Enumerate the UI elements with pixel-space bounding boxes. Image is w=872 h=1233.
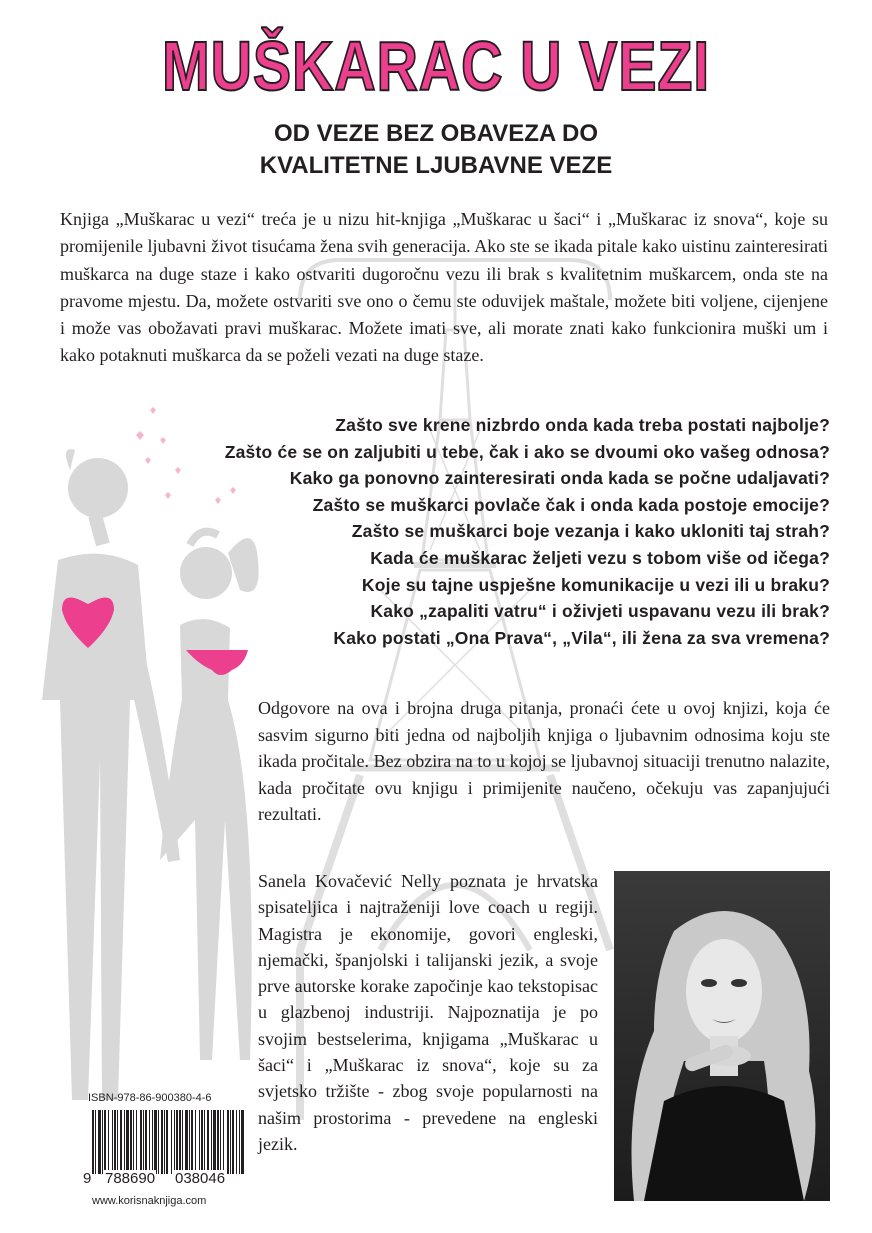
answer-paragraph: Odgovore na ova i brojna druga pitanja, pronaći ćete u ovoj knjizi, koja će sasvim sigurno biti jedna od najboljih knjiga o ljubavnim odnosima koju ste ikada pročitale. Bez obzira na to u kojoj se ljubavnoj situaciji trenutno nalazite, kada pročitate ovu knjigu i primijenite naučeno, očekuju vas zapanjujući rezultati. (258, 698, 830, 825)
barcode-bar (140, 1110, 142, 1174)
barcode-bar (236, 1110, 237, 1174)
question-item: Zašto se muškarci boje vezanja i kako ukloniti taj strah? (351, 521, 830, 542)
barcode-bar (199, 1110, 200, 1174)
barcode-bar (108, 1110, 109, 1174)
barcode-bar (195, 1110, 196, 1174)
question-list (130, 412, 830, 651)
barcode-bar (179, 1110, 181, 1174)
barcode-bar (241, 1110, 244, 1174)
barcode-bar (207, 1110, 209, 1174)
question-item: Zašto će se on zaljubiti u tebe, čak i ako se dvoumi oko vašeg odnosa? (224, 441, 830, 462)
book-title: MUŠKARAC U VEZI (161, 27, 711, 105)
isbn-label: ISBN-978-86-900380-4-6 (88, 1092, 212, 1104)
barcode-bar (98, 1110, 101, 1174)
barcode-bar (201, 1110, 203, 1174)
barcode-bar (102, 1110, 103, 1174)
barcode-bar (126, 1110, 129, 1174)
barcode-bar (95, 1110, 96, 1174)
barcode-bar (227, 1110, 229, 1174)
barcode-bar (104, 1110, 106, 1174)
barcode-bar (185, 1110, 188, 1174)
barcode-bar (120, 1110, 122, 1174)
barcode-bar (154, 1110, 157, 1174)
barcode-bar (182, 1110, 183, 1174)
question-item: Kako „zapaliti vatru“ i oživjeti uspavanu vezu ili brak? (370, 601, 830, 622)
barcode-bar (124, 1110, 125, 1174)
author-photo (614, 871, 830, 1201)
barcode-bar (191, 1110, 193, 1174)
barcode-bar (92, 1110, 94, 1174)
book-subtitle (0, 118, 872, 182)
barcode-digits (82, 1166, 250, 1190)
barcode-bar (174, 1110, 175, 1174)
barcode-digit-lead: 9 (83, 1170, 92, 1187)
barcode-bar (114, 1110, 116, 1174)
question-item: Kada će muškarac željeti vezu s tobom više od ičega? (370, 547, 830, 568)
question-item: Kako postati „Ona Prava“, „Vila“, ili žena za sva vremena? (333, 627, 830, 648)
barcode-bar (158, 1110, 159, 1174)
barcode-bar (133, 1110, 134, 1174)
barcode-bar (230, 1110, 231, 1174)
barcode-bar (232, 1110, 234, 1174)
barcode-bar (223, 1110, 224, 1174)
question-item: Zašto se muškarci povlače čak i onda kada postoje emocije? (312, 494, 830, 515)
publisher-website: www.korisnaknjiga.com (92, 1195, 207, 1207)
barcode-bar (149, 1110, 150, 1174)
barcode-bar (220, 1110, 221, 1174)
barcode-bar (204, 1110, 205, 1174)
barcode-bar (112, 1110, 113, 1174)
barcode-bar (136, 1110, 137, 1174)
question-item: Kako ga ponovno zainteresirati onda kada se počne udaljavati? (289, 468, 830, 489)
barcode-bar (143, 1110, 144, 1174)
barcode-digit-group-right: 038046 (175, 1170, 226, 1187)
barcode-bar (130, 1110, 132, 1174)
barcode-bar (189, 1110, 190, 1174)
question-item: Koje su tajne uspješne komunikacije u vezi ili u braku? (361, 574, 830, 595)
barcode-bar (171, 1110, 172, 1174)
barcode-bar (152, 1110, 153, 1174)
barcode-bar (211, 1110, 212, 1174)
subtitle-line: OD VEZE BEZ OBAVEZA DO (273, 120, 599, 147)
subtitle-line: KVALITETNE LJUBAVNE VEZE (259, 152, 613, 179)
barcode-bar (217, 1110, 219, 1174)
barcode-bar (213, 1110, 216, 1174)
barcode-digit-group-left: 788690 (105, 1170, 156, 1187)
barcode-bar (164, 1110, 165, 1174)
intro-paragraph: Knjiga „Muškarac u vezi“ treća je u nizu hit-knjiga „Muškarac u šaci“ i „Muškarac iz snova“, koje su promijenile ljubavni život tisućama žena svih generacija. Ako ste se ikada pitale kako uistinu zainteresirati muškarca na duge staze i kako ostvariti dugoročnu vezu ili brak s kvalitetnim muškarcem, onda ste na pravome mjestu. Da, možete ostvariti sve ono o čemu ste oduvijek maštale, možete biti voljene, cijenjene i može vas obožavati pravi muškarac. Možete imati sve, ali morate znati kako funkcionira muški um i kako potaknuti muškarca da se poželi vezati na duge staze. (60, 209, 828, 366)
barcode-bar (166, 1110, 168, 1174)
barcode-bar (117, 1110, 118, 1174)
barcode-bar (239, 1110, 240, 1174)
author-bio: Sanela Kovačević Nelly poznata je hrvatska spisateljica i najtraženiji love coach u regiji. Magistra je ekonomije, govori engleski, njemački, španjolski i talijanski jezik, a svoje prve autorske korake započinje kao tekstopisac u glazbenoj industriji. Najpoznatija je po svojim bestselerima, knjigama „Muškarac u šaci“ i „Muškarac iz snova“, koje su za svjetsko tržište - zbog svoje popularnosti na našim prostorima - prevedene na engleski jezik. (258, 871, 598, 1154)
barcode-bar (145, 1110, 147, 1174)
barcode-bar (176, 1110, 178, 1174)
question-item: Zašto sve krene nizbrdo onda kada treba postati najbolje? (335, 415, 830, 435)
barcode-bar (161, 1110, 163, 1174)
